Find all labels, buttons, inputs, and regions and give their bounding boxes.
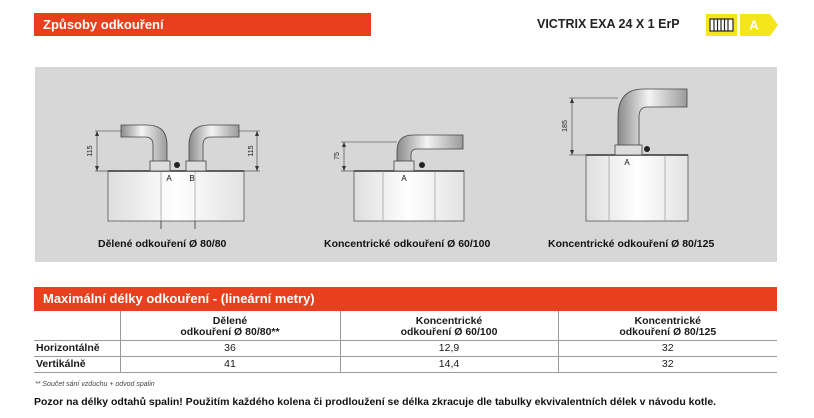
dimension-right: 115 <box>248 145 255 157</box>
connector-icon <box>174 162 180 168</box>
left-flue-pipe <box>121 125 167 165</box>
table-row <box>34 356 777 372</box>
caption-concentric-60-100: Koncentrické odkouření Ø 60/100 <box>324 238 491 250</box>
caption-concentric-80-125: Koncentrické odkouření Ø 80/125 <box>548 238 715 250</box>
dimension-left: 115 <box>87 145 94 157</box>
flue-diagrams-panel <box>35 67 777 262</box>
table-footnote: ** Součet sání vzduchu + odvod spalin <box>35 381 155 388</box>
energy-class: A <box>749 17 759 33</box>
diagram-concentric-80-125 <box>562 89 688 221</box>
max-flue-length-table <box>34 311 777 373</box>
connector-icon <box>419 162 425 168</box>
boiler-body <box>354 171 464 221</box>
point-a: A <box>166 174 172 183</box>
section-title: Způsoby odkouření <box>34 13 371 36</box>
concentric-pipe <box>618 89 687 149</box>
warning-text: Pozor na délky odtahů spalin! Použitím každého kolena či prodloužení se délka zkracuje dle tabulky ekvivalentních délek v návodu kotle. <box>34 396 717 408</box>
diagram-split-80-80 <box>87 125 260 229</box>
table-cell: 32 <box>558 340 777 356</box>
table-header-row <box>34 311 777 340</box>
diagram-concentric-60-100 <box>334 135 464 221</box>
concentric-pipe <box>397 135 463 165</box>
energy-label <box>706 14 778 36</box>
table-cell: 12,9 <box>340 340 558 356</box>
point-b: B <box>189 174 195 183</box>
point-a: A <box>624 158 630 167</box>
point-a: A <box>401 174 407 183</box>
model-name: VICTRIX EXA 24 X 1 ErP <box>537 17 680 31</box>
column-header: Dělené odkouření Ø 80/80** <box>120 311 340 340</box>
table-cell: 32 <box>558 356 777 372</box>
boiler-body <box>586 155 688 221</box>
caption-split-80-80: Dělené odkouření Ø 80/80 <box>98 238 227 250</box>
column-header: Koncentrické odkouření Ø 80/125 <box>558 311 777 340</box>
table-cell: 14,4 <box>340 356 558 372</box>
radiator-icon <box>710 19 733 31</box>
flue-diagrams <box>35 67 777 262</box>
dimension: 185 <box>562 120 569 132</box>
right-flue-pipe <box>189 125 239 165</box>
connector-icon <box>644 146 650 152</box>
boiler-body <box>108 171 244 221</box>
table-cell: 41 <box>120 356 340 372</box>
table-row <box>34 340 777 356</box>
row-label: Vertikálně <box>34 356 120 372</box>
table-title: Maximální délky odkouření - (lineární metry) <box>34 287 777 311</box>
column-header: Koncentrické odkouření Ø 60/100 <box>340 311 558 340</box>
row-label: Horizontálně <box>34 340 120 356</box>
dimension: 75 <box>334 152 341 160</box>
energy-class-arrow <box>740 14 778 36</box>
column-header <box>34 311 120 340</box>
table-cell: 36 <box>120 340 340 356</box>
